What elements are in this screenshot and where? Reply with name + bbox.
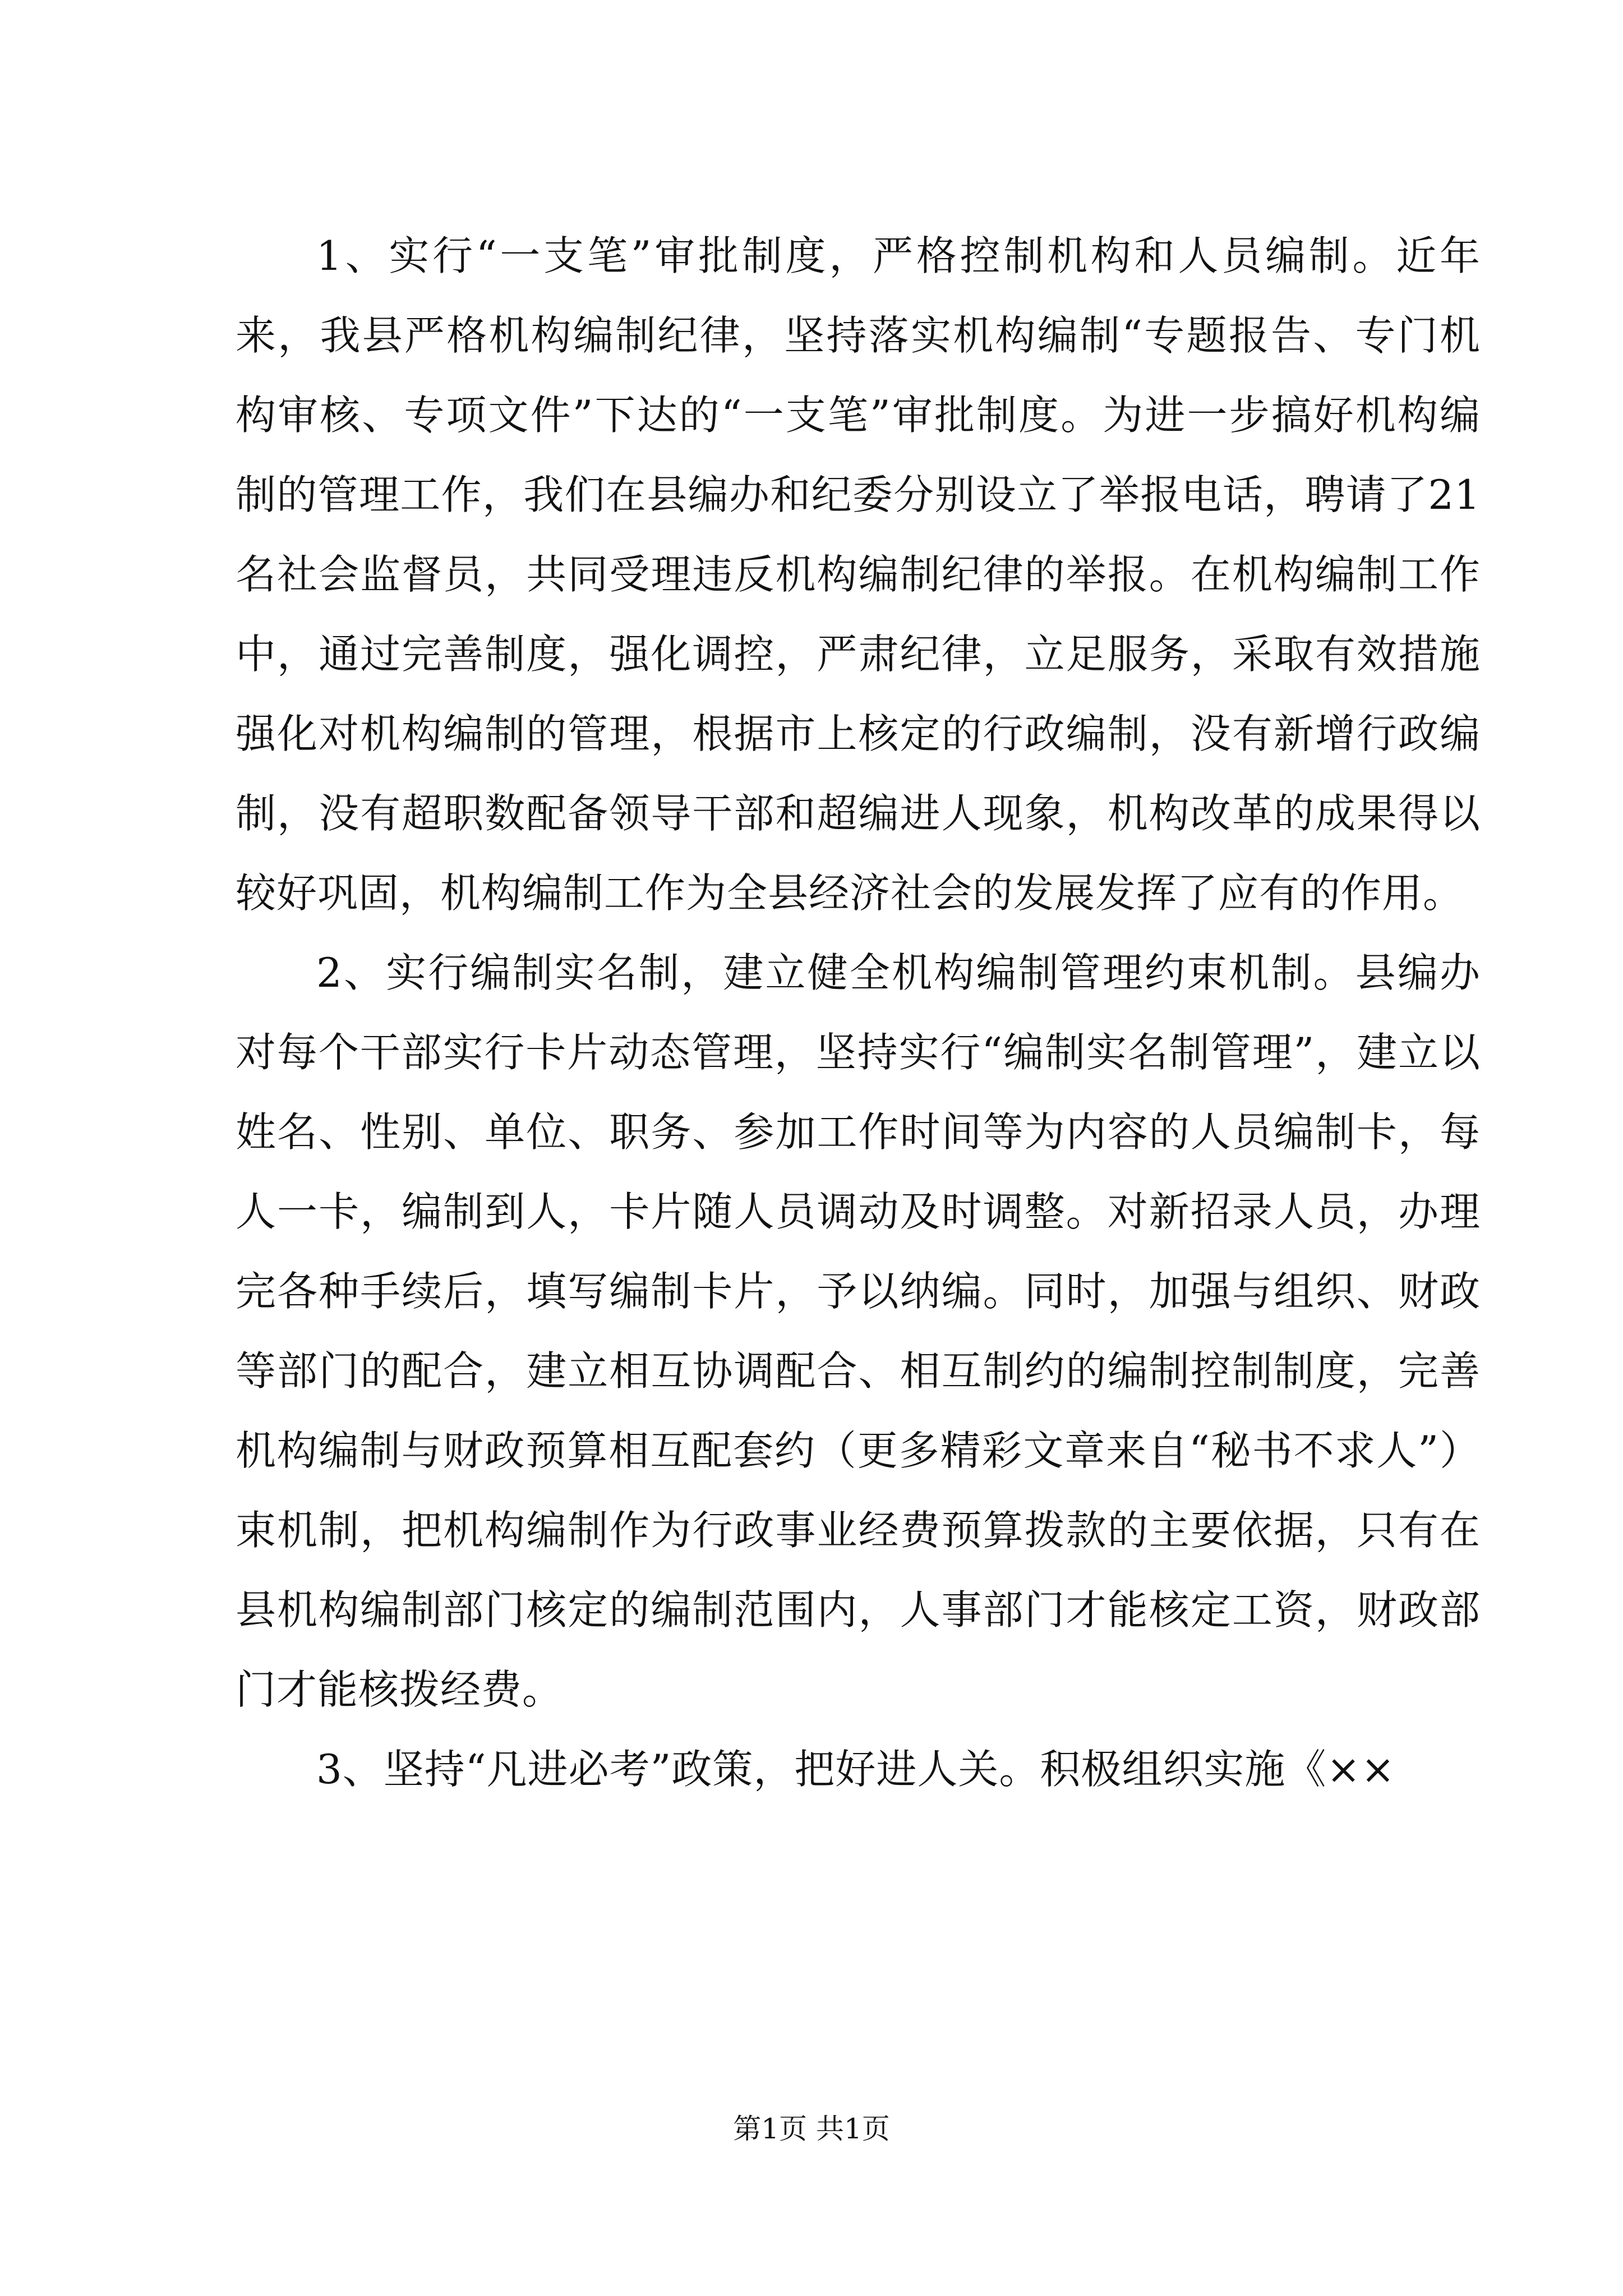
- paragraph-1: 1、实行“一支笔”审批制度，严格控制机构和人员编制。近年来，我县严格机构编制纪律，坚持落实机构编制“专题报告、专门机构审核、专项文件”下达的“一支笔”审批制度。为进一步搞好机构编制的管理工作，我们在县编办和纪委分别设立了举报电话，聘请了21名社会监督员，共同受理违反机构编制纪律的举报。在机构编制工作中，通过完善制度，强化调控，严肃纪律，立足服务，采取有效措施强化对机构编制的管理，根据市上核定的行政编制，没有新增行政编制，没有超职数配备领导干部和超编进人现象，机构改革的成果得以较好巩固，机构编制工作为全县经济社会的发展发挥了应有的作用。: [236, 232, 1481, 917]
- page-footer: 第1页 共1页: [733, 2113, 890, 2145]
- paragraph-3: 3、坚持“凡进必考”政策，把好进人关。积极组织实施《××: [316, 1746, 1396, 1793]
- document-body: [236, 216, 1481, 1809]
- paragraph-2: 2、实行编制实名制，建立健全机构编制管理约束机制。县编办对每个干部实行卡片动态管理，坚持实行“编制实名制管理”，建立以姓名、性别、单位、职务、参加工作时间等为内容的人员编制卡，每人一卡，编制到人，卡片随人员调动及时调整。对新招录人员，办理完各种手续后，填写编制卡片，予以纳编。同时，加强与组织、财政等部门的配合，建立相互协调配合、相互制约的编制控制制度，完善机构编制与财政预算相互配套约（更多精彩文章来自“秘书不求人”）束机制，把机构编制作为行政事业经费预算拨款的主要依据，只有在县机构编制部门核定的编制范围内，人事部门才能核定工资，财政部门才能核拨经费。: [236, 949, 1481, 1713]
